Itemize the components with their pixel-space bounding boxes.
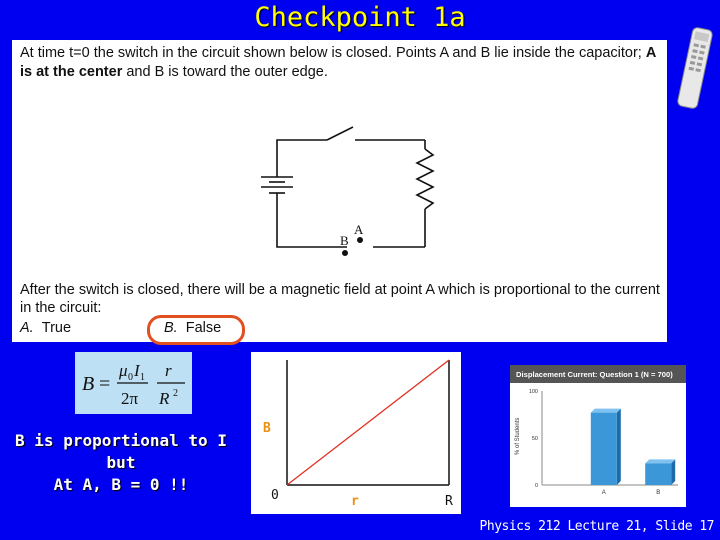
svg-text:2π: 2π xyxy=(121,389,139,408)
chart-bar-side xyxy=(617,409,621,485)
chart-bar-top xyxy=(645,459,675,463)
chart-y-tick: 100 xyxy=(528,389,538,395)
chart-bar-side xyxy=(671,459,675,485)
formula-box xyxy=(75,352,192,414)
point-a-label: A xyxy=(354,222,364,237)
chart-y-tick: 50 xyxy=(531,436,538,442)
graph-y-label: B xyxy=(263,421,271,436)
slide-footer: Physics 212 Lecture 21, Slide 17 xyxy=(479,519,714,534)
point-b-label: B xyxy=(340,233,349,248)
chart-category-label: B xyxy=(656,490,661,496)
option-b[interactable]: B. False xyxy=(164,320,222,336)
chart-bar-top xyxy=(591,409,621,413)
question-emphasis: A is at the center xyxy=(20,45,656,80)
svg-text:I: I xyxy=(134,361,140,380)
svg-text:R: R xyxy=(159,389,170,408)
point-b-marker xyxy=(332,230,362,270)
graph-x-label: r xyxy=(351,494,359,509)
formula-mu: μ xyxy=(119,361,128,380)
chart-y-tick: 0 xyxy=(534,483,538,489)
results-bar-chart xyxy=(510,365,686,507)
svg-text:2: 2 xyxy=(173,388,178,399)
svg-text:0: 0 xyxy=(128,372,133,383)
svg-text:=: = xyxy=(99,373,111,395)
answer-highlight-oval xyxy=(147,315,245,345)
option-a[interactable]: A. True xyxy=(20,320,72,336)
b-vs-r-line xyxy=(287,360,449,485)
clicker-remote-image xyxy=(673,22,717,114)
chart-bar-b xyxy=(645,463,671,485)
formula-lhs: B xyxy=(82,373,95,395)
chart-y-label: % of Students xyxy=(515,417,521,455)
graph-origin-label: 0 xyxy=(271,488,279,503)
graph-x-end-label: R xyxy=(445,494,453,509)
question-panel xyxy=(12,40,667,342)
chart-bar-a xyxy=(591,413,617,485)
slide-title: Checkpoint 1a xyxy=(254,2,466,33)
svg-text:r: r xyxy=(165,361,172,380)
explanation-text: B is proportional to I but At A, B = 0 !! xyxy=(15,431,227,494)
question-intro: At time t=0 the switch in the circuit shown below is closed. Points A and B lie inside the capacitor; A is at the center and B is toward the outer edge. xyxy=(20,45,656,80)
b-vs-r-graph xyxy=(251,352,461,514)
question-statement: After the switch is closed, there will be a magnetic field at point A which is proportional to the current in the circuit: xyxy=(20,282,660,316)
chart-title: Displacement Current: Question 1 (N = 700) xyxy=(516,370,673,379)
svg-text:1: 1 xyxy=(140,372,145,383)
chart-category-label: A xyxy=(601,490,606,496)
